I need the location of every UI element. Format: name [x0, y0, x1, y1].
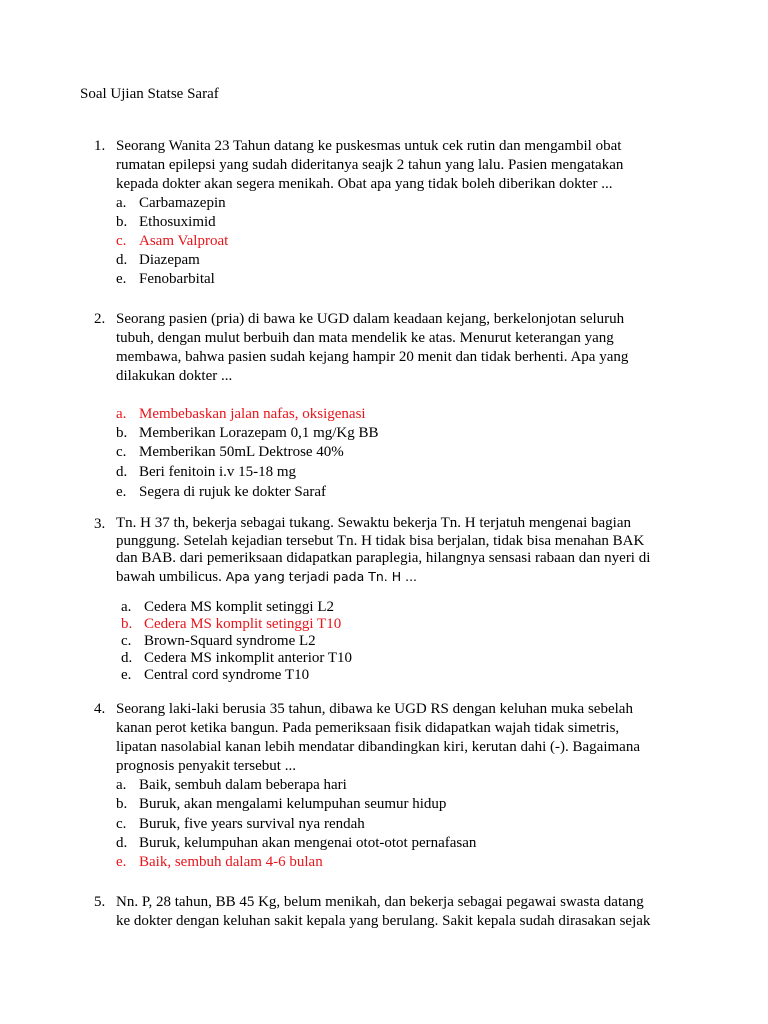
option-text: Segera di rujuk ke dokter Saraf [139, 484, 327, 500]
stem-line-last [116, 568, 686, 586]
option-letter: b. [116, 214, 128, 230]
stem-line: tubuh, dengan mulut berbuih dan mata mendelik ke atas. Menurut keterangan yang [116, 330, 614, 346]
question-number: 4. [94, 701, 106, 717]
stem-line: prognosis penyakit tersebut ... [116, 758, 296, 774]
stem-line: lipatan nasolabial kanan lebih mendatar dibandingkan kiri, kerutan dahi (-). Bagaimana [116, 739, 640, 755]
option-letter: b. [121, 616, 133, 632]
question-number: 1. [94, 138, 106, 154]
option-text: Buruk, akan mengalami kelumpuhan seumur hidup [139, 796, 447, 812]
option-letter: e. [121, 667, 132, 683]
option-text: Carbamazepin [139, 195, 226, 211]
option-text: Ethosuximid [139, 214, 216, 230]
question-stem [116, 515, 686, 585]
option-text: Memberikan Lorazepam 0,1 mg/Kg BB [139, 425, 379, 441]
stem-line: membawa, bahwa pasien sudah kejang hampir 20 menit dan tidak berhenti. Apa yang [116, 349, 629, 365]
question-number: 3. [94, 516, 106, 532]
option-letter: b. [116, 425, 128, 441]
option-text: Central cord syndrome T10 [144, 667, 310, 683]
stem-line: kepada dokter akan segera menikah. Obat apa yang tidak boleh diberikan dokter ... [116, 176, 613, 192]
option-text: Baik, sembuh dalam 4-6 bulan [139, 854, 323, 870]
stem-line: ke dokter dengan keluhan sakit kepala yang berulang. Sakit kepala sudah dirasakan sejak [116, 913, 651, 929]
stem-line: kanan perot ketika bangun. Pada pemeriksaan fisik didapatkan wajah tidak simetris, [116, 720, 620, 736]
stem-line: rumatan epilepsi yang sudah dideritanya seajk 2 tahun yang lalu. Pasien mengatakan [116, 157, 624, 173]
stem-line: dilakukan dokter ... [116, 368, 233, 384]
option-text: Baik, sembuh dalam beberapa hari [139, 777, 347, 793]
stem-line: dan BAB. dari pemeriksaan didapatkan paraplegia, hilangnya sensasi rabaan dan nyeri di [116, 550, 651, 566]
stem-serif-part: bawah umbilicus. [116, 568, 222, 585]
page-title: Soal Ujian Statse Saraf [80, 86, 219, 102]
stem-line: Seorang laki-laki berusia 35 tahun, dibawa ke UGD RS dengan keluhan muka sebelah [116, 701, 633, 717]
option-letter: d. [116, 252, 128, 268]
option-text: Membebaskan jalan nafas, oksigenasi [139, 406, 366, 422]
stem-line: punggung. Setelah kejadian tersebut Tn. H tidak bisa berjalan, tidak bisa menahan BAK [116, 532, 645, 549]
option-text: Cedera MS komplit setinggi T10 [144, 616, 342, 632]
question-number: 5. [94, 894, 106, 910]
stem-line: Seorang Wanita 23 Tahun datang ke puskesmas untuk cek rutin dan mengambil obat [116, 138, 622, 154]
option-letter: a. [116, 777, 127, 793]
option-text: Beri fenitoin i.v 15-18 mg [139, 464, 297, 480]
option-text: Cedera MS inkomplit anterior T10 [144, 650, 353, 666]
option-text: Brown-Squard syndrome L2 [144, 633, 316, 649]
option-text: Buruk, kelumpuhan akan mengenai otot-otot pernafasan [139, 835, 477, 851]
stem-line: Nn. P, 28 tahun, BB 45 Kg, belum menikah, dan bekerja sebagai pegawai swasta datang [116, 894, 644, 910]
stem-line: Seorang pasien (pria) di bawa ke UGD dalam keadaan kejang, berkelonjotan seluruh [116, 311, 625, 327]
option-text: Buruk, five years survival nya rendah [139, 816, 365, 832]
option-letter: d. [121, 650, 133, 666]
option-letter: a. [116, 195, 127, 211]
question-number: 2. [94, 311, 106, 327]
question-stem [116, 137, 686, 194]
option-text: Asam Valproat [139, 233, 229, 249]
option-letter: d. [116, 835, 128, 851]
question-stem [116, 893, 686, 931]
option-letter: c. [121, 633, 132, 649]
option-text: Memberikan 50mL Dektrose 40% [139, 444, 344, 460]
option-letter: e. [116, 484, 127, 500]
option-text: Diazepam [139, 252, 200, 268]
option-text: Fenobarbital [139, 271, 215, 287]
option-letter: c. [116, 444, 127, 460]
stem-line: Tn. H 37 th, bekerja sebagai tukang. Sewaktu bekerja Tn. H terjatuh mengenai bagian [116, 515, 631, 531]
option-letter: b. [116, 796, 128, 812]
question-stem [116, 310, 686, 386]
option-letter: c. [116, 233, 127, 249]
option-text: Cedera MS komplit setinggi L2 [144, 599, 334, 615]
option-letter: a. [116, 406, 127, 422]
option-letter: d. [116, 464, 128, 480]
option-letter: e. [116, 854, 127, 870]
stem-sans-part: Apa yang terjadi pada Tn. H ... [221, 568, 418, 584]
option-letter: e. [116, 271, 127, 287]
option-letter: c. [116, 816, 127, 832]
option-letter: a. [121, 599, 132, 615]
question-stem [116, 700, 686, 776]
